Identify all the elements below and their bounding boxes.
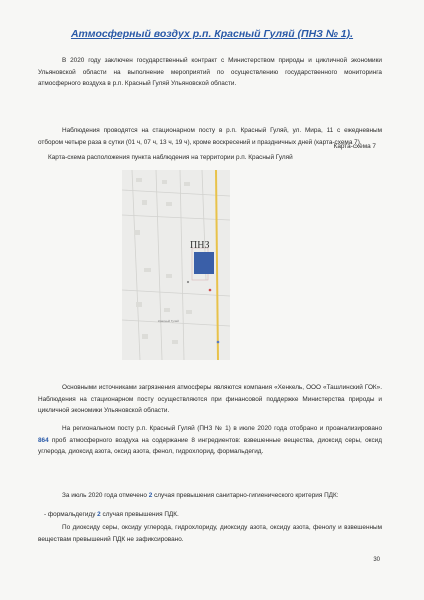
exceedance-count: 2 [148, 492, 153, 499]
paragraph-observations: Наблюдения проводятся на стационарном посту в р.п. Красный Гуляй, ул. Мира, 11 с ежедневным отбором четыре раза в сутки (01 ч, 07 ч, 13 ч, 19 ч), кроме воскресений и праздничных дней (карта-схема 7). [38, 127, 382, 146]
text: На региональном посту р.п. Красный Гуляй (ПНЗ № 1) в июле 2020 года отобрано и проанализировано [62, 425, 382, 432]
map-caption: Карта-схема расположения пункта наблюдения на территории р.п. Красный Гуляй [48, 154, 293, 161]
station-marker-icon [194, 252, 214, 274]
formaldehyde-count: 2 [97, 511, 101, 518]
poi-icon [217, 341, 220, 344]
paragraph-contract: В 2020 году заключен государственный контракт с Министерством природы и цикличной экономики Ульяновской области на выполнение мероприятий по осуществлению государственного мониторинга атмосферного воздуха в р.п. Красный Гуляй Ульяновской области. [38, 57, 382, 88]
text: За июль 2020 года отмечено [62, 492, 147, 499]
paragraph-sources: Основными источниками загрязнения атмосферы являются компания «Хенкель, ООО «Ташлинский ГОК». Наблюдения на стационарном посту осуществляются при финансовой поддержке Министерства природы и цикличной экономики Ульяновской области. [38, 384, 382, 415]
text: случая превышения ПДК. [102, 511, 179, 518]
paragraph-exceedances [38, 490, 382, 502]
list-item-formaldehyde [44, 509, 382, 521]
text: - формальдегиду [44, 511, 96, 518]
page-number: 30 [373, 557, 380, 563]
location-map [122, 170, 230, 360]
paragraph-no-exceedances: По диоксиду серы, оксиду углерода, гидрохлориду, диоксиду азота, оксиду азота, фенолу и взвешенным веществам превышений ПДК не зафиксировано. [38, 524, 382, 543]
map-number: Карта-схема 7 [333, 143, 376, 150]
poi-icon [209, 289, 212, 292]
text: случая превышения санитарно-гигиенического критерия ПДК: [154, 492, 339, 499]
page-title: Атмосферный воздух р.п. Красный Гуляй (ПНЗ № 1). [70, 28, 354, 40]
samples-count: 864 [38, 436, 49, 444]
poi-icon [187, 281, 189, 283]
text: проб атмосферного воздуха на содержание 8 ингредиентов: взвешенные вещества, диоксид серы, оксид углерода, диоксид азота, оксид азота, фенол, гидрохлорид, формальдегид. [38, 436, 382, 456]
map-label: ПНЗ [190, 240, 210, 251]
map-small-label: Красный Гуляй [158, 319, 179, 323]
paragraph-samples [38, 423, 382, 458]
